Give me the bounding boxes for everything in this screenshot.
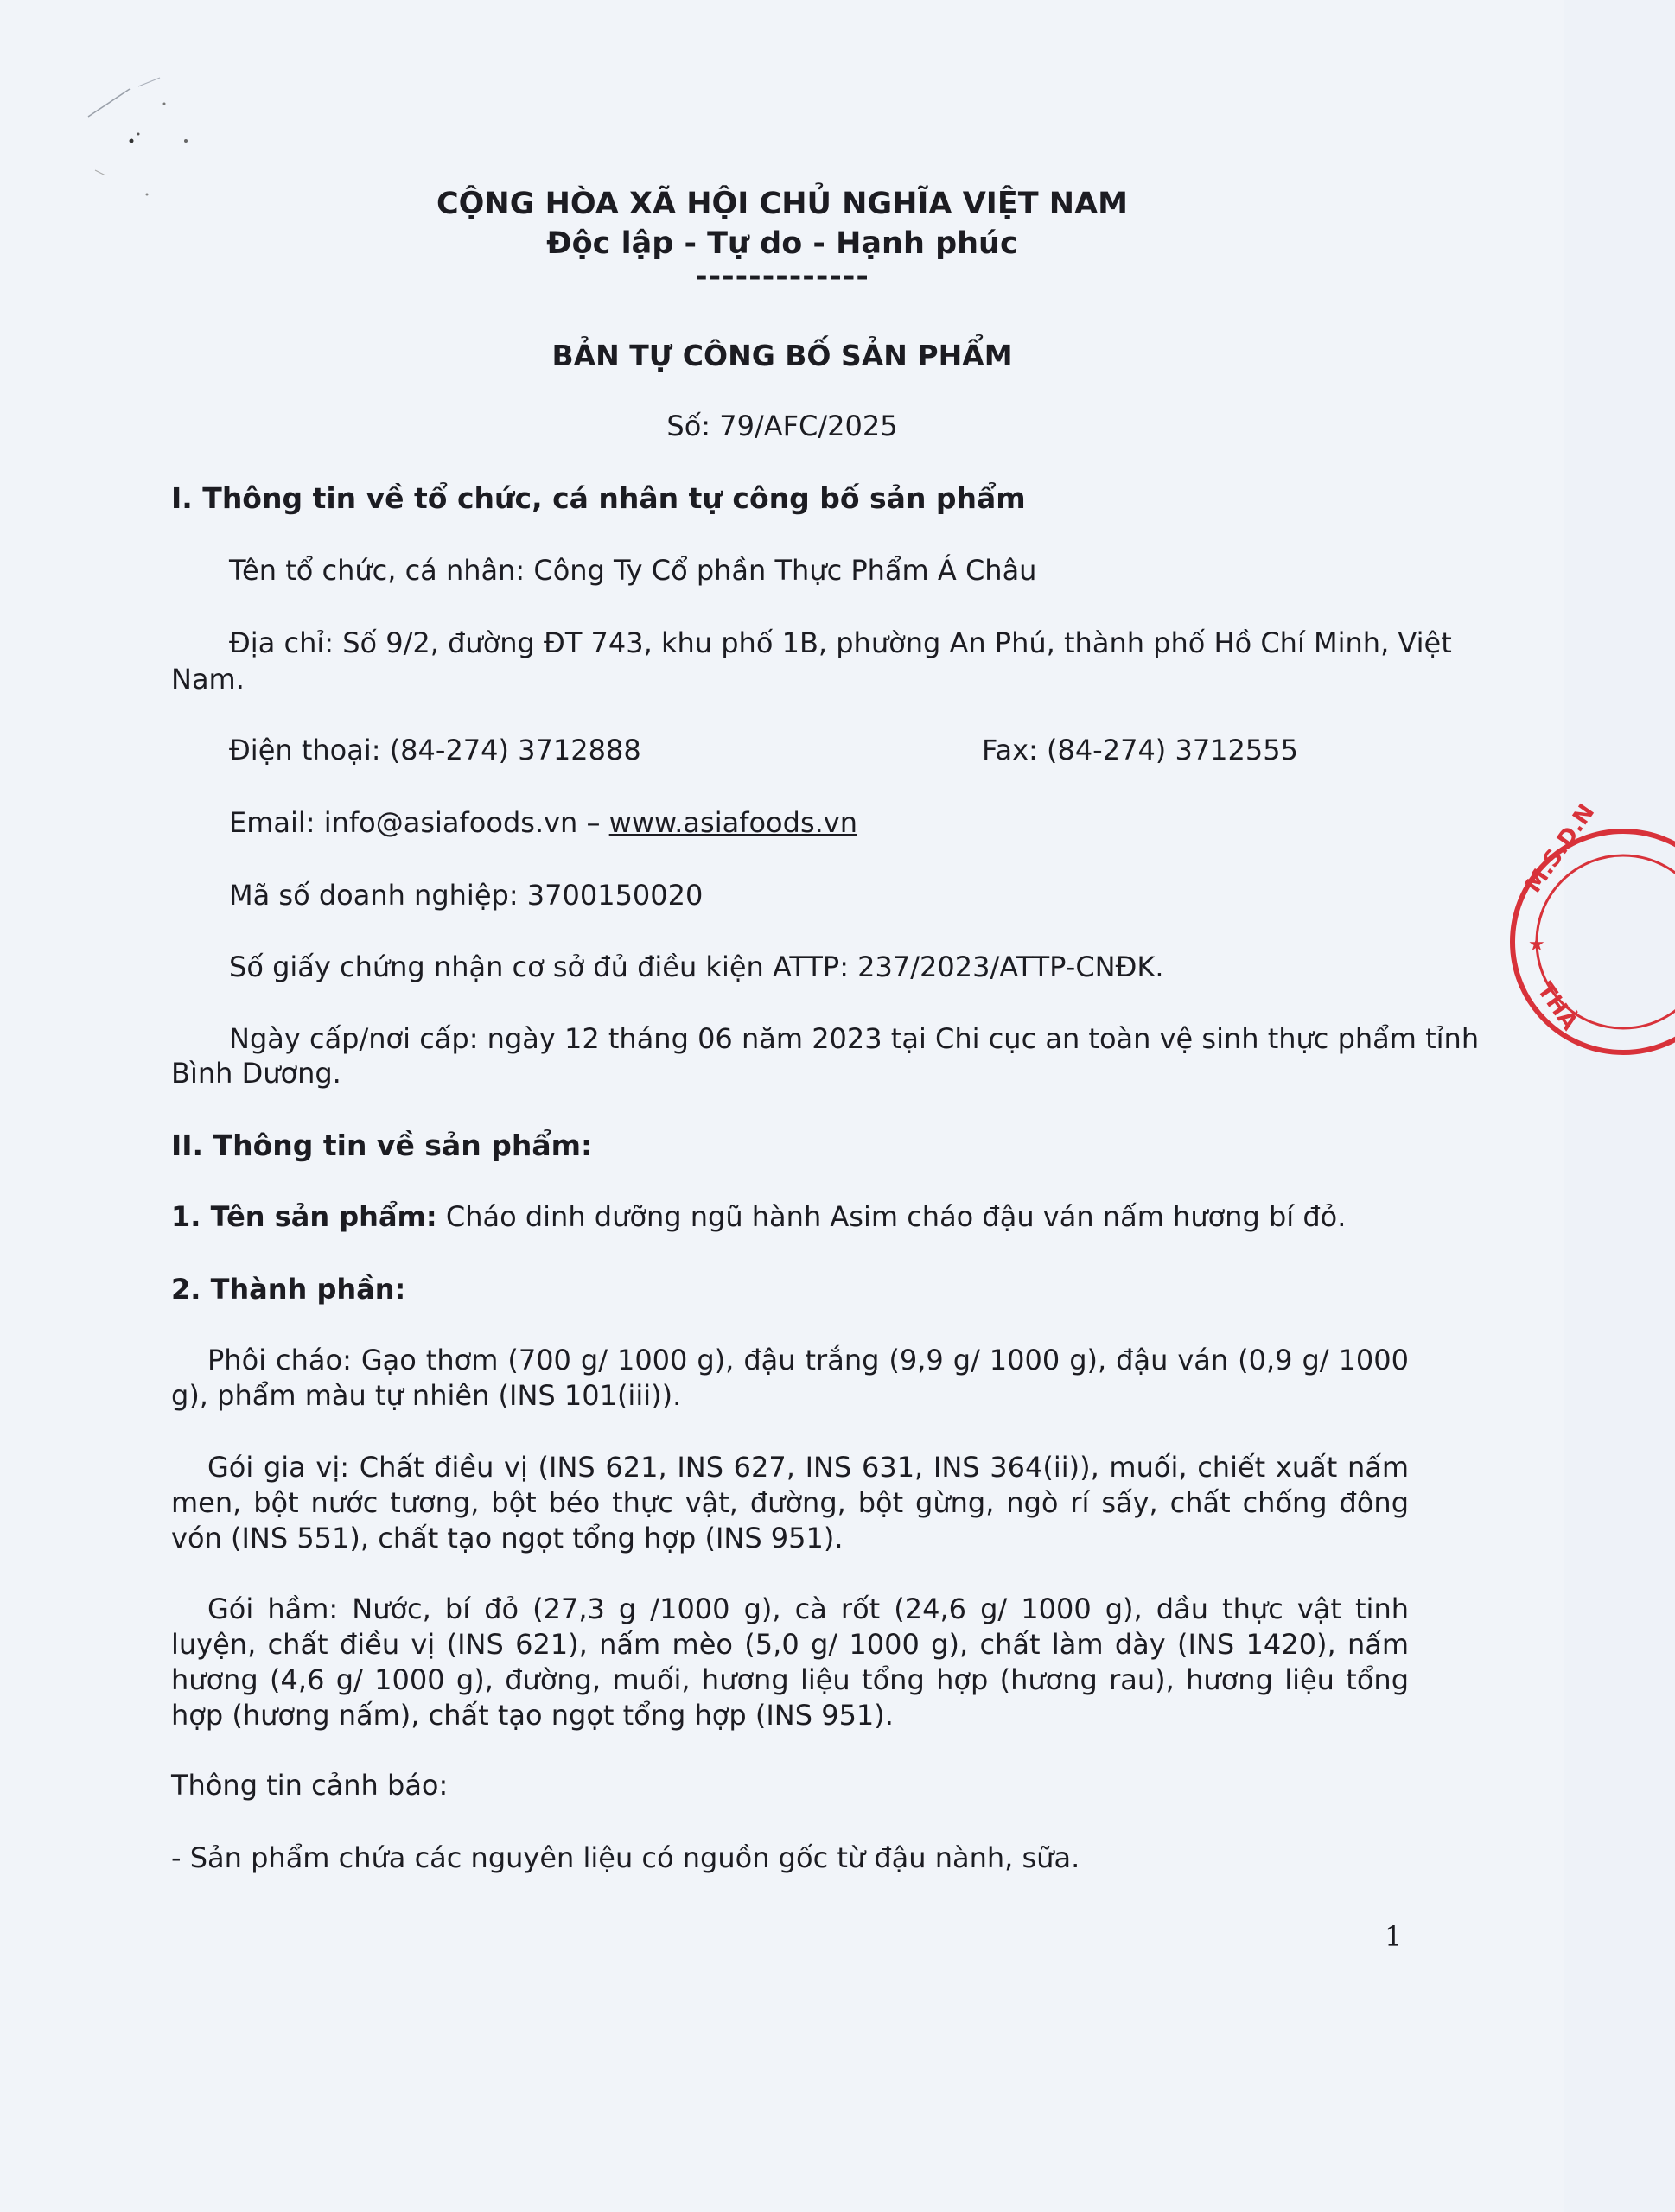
scan-specks [78, 73, 207, 203]
fax: Fax: (84-274) 3712555 [982, 734, 1298, 766]
food-safety-certificate: Số giấy chứng nhận cơ sở đủ điều kiện ATTP: 237/2023/ATTP-CNĐK. [229, 950, 1164, 983]
email-line [229, 805, 857, 841]
issue-info-line-1: Ngày cấp/nơi cấp: ngày 12 tháng 06 năm 2023 tại Chi cục an toàn vệ sinh thực phẩm tỉnh [229, 1022, 1480, 1055]
section-1-heading: I. Thông tin về tổ chức, cá nhân tự công bố sản phẩm [171, 481, 1026, 515]
tax-code: Mã số doanh nghiệp: 3700150020 [229, 879, 704, 912]
stamp-text-bottom: THÀ [1532, 977, 1583, 1035]
page-number: 1 [1385, 1920, 1403, 1953]
org-name: Tên tổ chức, cá nhân: Công Ty Cổ phần Thực Phẩm Á Châu [229, 554, 1037, 587]
document-number: Số: 79/AFC/2025 [666, 410, 898, 442]
address-line-2: Nam. [171, 663, 245, 696]
warning-heading: Thông tin cảnh báo: [171, 1769, 449, 1802]
stamp-text-top: M.S.D.N [1520, 799, 1601, 899]
document-title: BẢN TỰ CÔNG BỐ SẢN PHẨM [551, 339, 1013, 372]
warning-item: - Sản phẩm chứa các nguyên liệu có nguồn gốc từ đậu nành, sữa. [171, 1841, 1080, 1874]
nation-title: CỘNG HÒA XÃ HỘI CHỦ NGHĨA VIỆT NAM [436, 187, 1128, 221]
rice-base-ingredients: Phôi cháo: Gạo thơm (700 g/ 1000 g), đậu trắng (9,9 g/ 1000 g), đậu ván (0,9 g/ 1000 g), phẩm màu tự nhiên (INS 101(iii)). [171, 1344, 1409, 1412]
section-2-heading: II. Thông tin về sản phẩm: [171, 1128, 593, 1162]
company-stamp [1502, 799, 1675, 1063]
motto: Độc lập - Tự do - Hạnh phúc [546, 226, 1018, 261]
product-name-label: 1. Tên sản phẩm: [171, 1200, 437, 1233]
address-line-1: Địa chỉ: Số 9/2, đường ĐT 743, khu phố 1B, phường An Phú, thành phố Hồ Chí Minh, Việt [229, 626, 1452, 659]
product-name-line [171, 1199, 1346, 1235]
seasoning-ingredients: Gói gia vị: Chất điều vị (INS 621, INS 627, INS 631, INS 364(ii)), muối, chiết xuất nấm men, bột nước tương, bột béo thực vật, đường, bột gừng, ngò rí sấy, chất chống đông vón (INS 551), chất tạo ngọt tổng hợp (INS 951). [171, 1451, 1409, 1554]
star-icon: ★ [1528, 934, 1545, 956]
phone: Điện thoại: (84-274) 3712888 [229, 734, 641, 766]
stew-pack-ingredients: Gói hầm: Nước, bí đỏ (27,3 g /1000 g), cà rốt (24,6 g/ 1000 g), dầu thực vật tinh luyện, chất điều vị (INS 621), nấm mèo (5,0 g/ 1000 g), chất làm dày (INS 1420), nấm hương (4,6 g/ 1000 g), đường, muối, hương liệu tổng hợp (hương rau), hương liệu tổng hợp (hương nấm), chất tạo ngọt tổng hợp (INS 951). [171, 1592, 1409, 1732]
ingredients-heading: 2. Thành phần: [171, 1273, 406, 1306]
email: Email: info@asiafoods.vn – [229, 806, 609, 839]
website-link[interactable]: www.asiafoods.vn [608, 806, 857, 839]
header-separator: ------------- [695, 259, 869, 294]
issue-info-line-2: Bình Dương. [171, 1057, 341, 1090]
product-name: Cháo dinh dưỡng ngũ hành Asim cháo đậu ván nấm hương bí đỏ. [436, 1200, 1347, 1233]
